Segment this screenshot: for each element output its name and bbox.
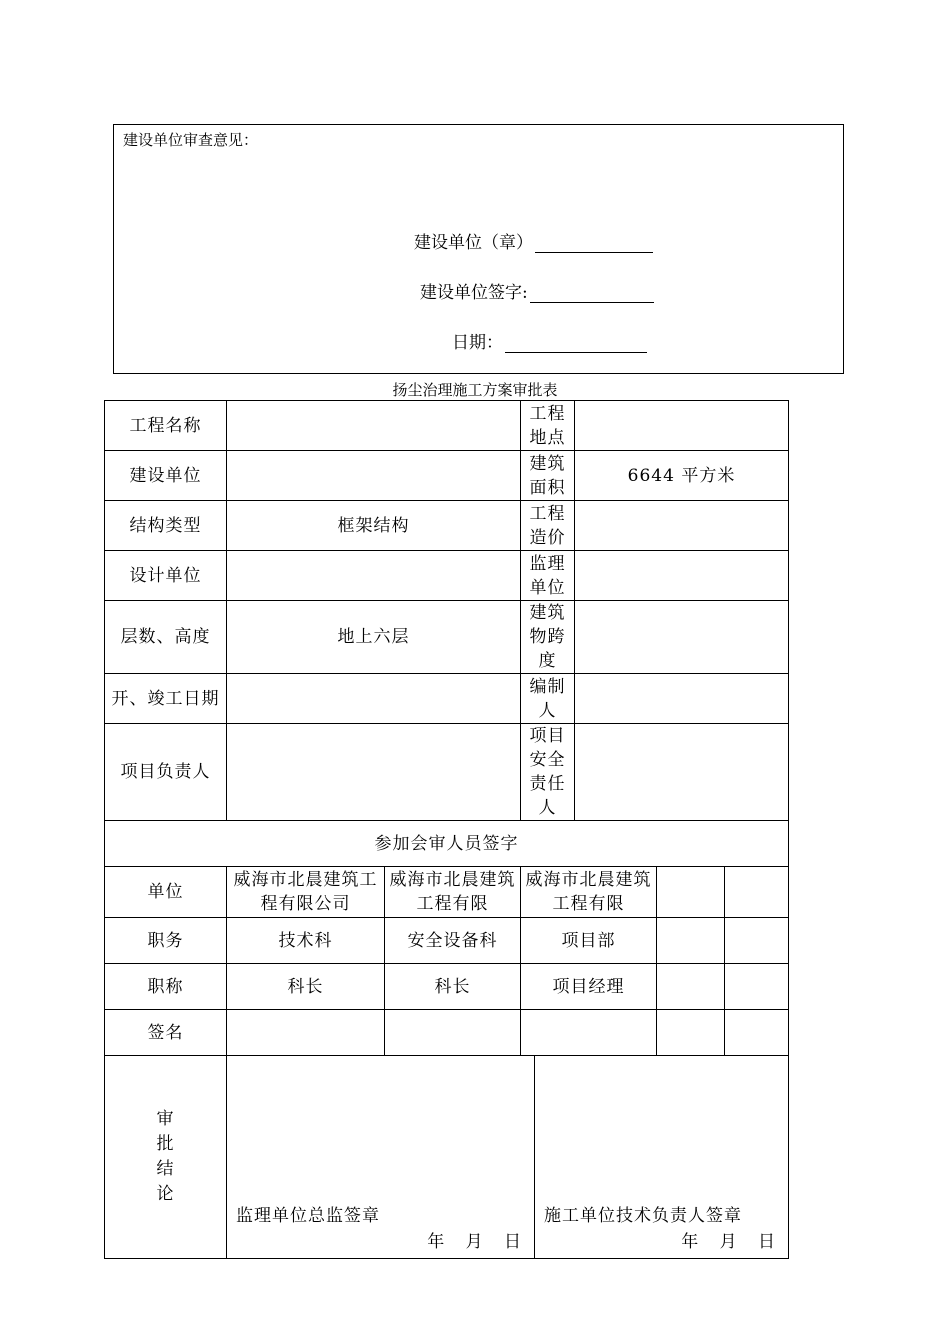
- table-row: [105, 1056, 789, 1259]
- conclusion-char: 批: [156, 1134, 175, 1154]
- table-row: [105, 867, 789, 918]
- project-manager-value[interactable]: [227, 724, 521, 821]
- design-unit-label: 设计单位: [105, 551, 227, 601]
- reviewer-title-label: 职称: [105, 964, 227, 1010]
- start-end-date-value[interactable]: [227, 674, 521, 724]
- author-label: 编制人: [521, 674, 575, 724]
- supervisor-unit-value[interactable]: [575, 551, 789, 601]
- project-manager-label: 项目负责人: [105, 724, 227, 821]
- contractor-sign-label: 施工单位技术负责人签章: [544, 1206, 742, 1226]
- builder-seal-field[interactable]: [535, 234, 653, 253]
- reviewer-title-3[interactable]: 项目经理: [521, 964, 657, 1010]
- approval-form-table: [104, 400, 789, 1259]
- project-location-value[interactable]: [575, 401, 789, 451]
- builder-unit-label: 建设单位: [105, 451, 227, 501]
- author-value[interactable]: [575, 674, 789, 724]
- safety-officer-label: 项目安全责任人: [521, 724, 575, 821]
- builder-sign-field[interactable]: [530, 284, 654, 303]
- table-row: [105, 724, 789, 821]
- builder-seal-label: 建设单位（章）: [414, 233, 533, 253]
- builder-date-field[interactable]: [505, 334, 647, 353]
- supervisor-conclusion-cell[interactable]: [227, 1056, 535, 1259]
- floors-height-value[interactable]: 地上六层: [227, 601, 521, 674]
- conclusion-char: 论: [156, 1184, 175, 1204]
- form-title: 扬尘治理施工方案审批表: [392, 381, 558, 399]
- reviewer-title-1[interactable]: 科长: [227, 964, 385, 1010]
- reviewer-unit-1[interactable]: 威海市北晨建筑工程有限公司: [227, 867, 385, 918]
- builder-date-label: 日期：: [452, 333, 503, 353]
- reviewer-position-3[interactable]: 项目部: [521, 918, 657, 964]
- reviewer-title-5[interactable]: [725, 964, 789, 1010]
- project-cost-label: 工程造价: [521, 501, 575, 551]
- builder-review-box: [113, 124, 844, 374]
- contractor-date-label: 年 月 日: [681, 1232, 776, 1252]
- reviewer-position-label: 职务: [105, 918, 227, 964]
- start-end-date-label: 开、竣工日期: [105, 674, 227, 724]
- project-location-label: 工程地点: [521, 401, 575, 451]
- builder-date-line: [452, 328, 647, 353]
- table-row: [105, 501, 789, 551]
- reviewer-sign-label: 签名: [105, 1010, 227, 1056]
- builder-sign-label: 建设单位签字:: [420, 283, 528, 303]
- reviewer-unit-label: 单位: [105, 867, 227, 918]
- reviewer-position-1[interactable]: 技术科: [227, 918, 385, 964]
- building-area-label: 建筑面积: [521, 451, 575, 501]
- builder-seal-line: [414, 228, 653, 253]
- conclusion-label-text: [156, 1107, 176, 1207]
- table-row: [105, 964, 789, 1010]
- reviewer-sign-3[interactable]: [521, 1010, 657, 1056]
- design-unit-value[interactable]: [227, 551, 521, 601]
- builder-review-label: 建设单位审查意见：: [123, 131, 259, 149]
- project-name-value[interactable]: [227, 401, 521, 451]
- reviewers-heading: 参加会审人员签字: [105, 821, 789, 867]
- conclusion-label: [105, 1056, 227, 1259]
- table-row: [105, 601, 789, 674]
- reviewer-position-2[interactable]: 安全设备科: [385, 918, 521, 964]
- builder-unit-value[interactable]: [227, 451, 521, 501]
- building-span-value[interactable]: [575, 601, 789, 674]
- safety-officer-value[interactable]: [575, 724, 789, 821]
- reviewer-unit-4[interactable]: [657, 867, 725, 918]
- conclusion-char: 审: [156, 1109, 175, 1129]
- reviewer-sign-2[interactable]: [385, 1010, 521, 1056]
- reviewer-unit-5[interactable]: [725, 867, 789, 918]
- project-cost-value[interactable]: [575, 501, 789, 551]
- structure-type-value[interactable]: 框架结构: [227, 501, 521, 551]
- table-row: [105, 551, 789, 601]
- reviewer-sign-1[interactable]: [227, 1010, 385, 1056]
- supervisor-unit-label: 监理单位: [521, 551, 575, 601]
- supervisor-sign-label: 监理单位总监签章: [236, 1206, 380, 1226]
- floors-height-label: 层数、高度: [105, 601, 227, 674]
- structure-type-label: 结构类型: [105, 501, 227, 551]
- reviewer-position-4[interactable]: [657, 918, 725, 964]
- table-row: [105, 918, 789, 964]
- table-row: [105, 674, 789, 724]
- building-span-label: 建筑物跨度: [521, 601, 575, 674]
- table-row: [105, 401, 789, 451]
- reviewer-unit-2[interactable]: 威海市北晨建筑 工程有限: [385, 867, 521, 918]
- contractor-conclusion-cell[interactable]: [535, 1056, 789, 1259]
- reviewer-title-4[interactable]: [657, 964, 725, 1010]
- builder-sign-line: [420, 278, 654, 303]
- building-area-value[interactable]: 6644 平方米: [575, 451, 789, 501]
- reviewer-title-2[interactable]: 科长: [385, 964, 521, 1010]
- reviewer-position-5[interactable]: [725, 918, 789, 964]
- conclusion-char: 结: [156, 1159, 175, 1179]
- supervisor-date-label: 年 月 日: [427, 1232, 522, 1252]
- reviewer-unit-3[interactable]: 威海市北晨建筑 工程有限: [521, 867, 657, 918]
- table-row: [105, 821, 789, 867]
- table-row: [105, 1010, 789, 1056]
- project-name-label: 工程名称: [105, 401, 227, 451]
- table-row: [105, 451, 789, 501]
- reviewer-sign-5[interactable]: [725, 1010, 789, 1056]
- reviewer-sign-4[interactable]: [657, 1010, 725, 1056]
